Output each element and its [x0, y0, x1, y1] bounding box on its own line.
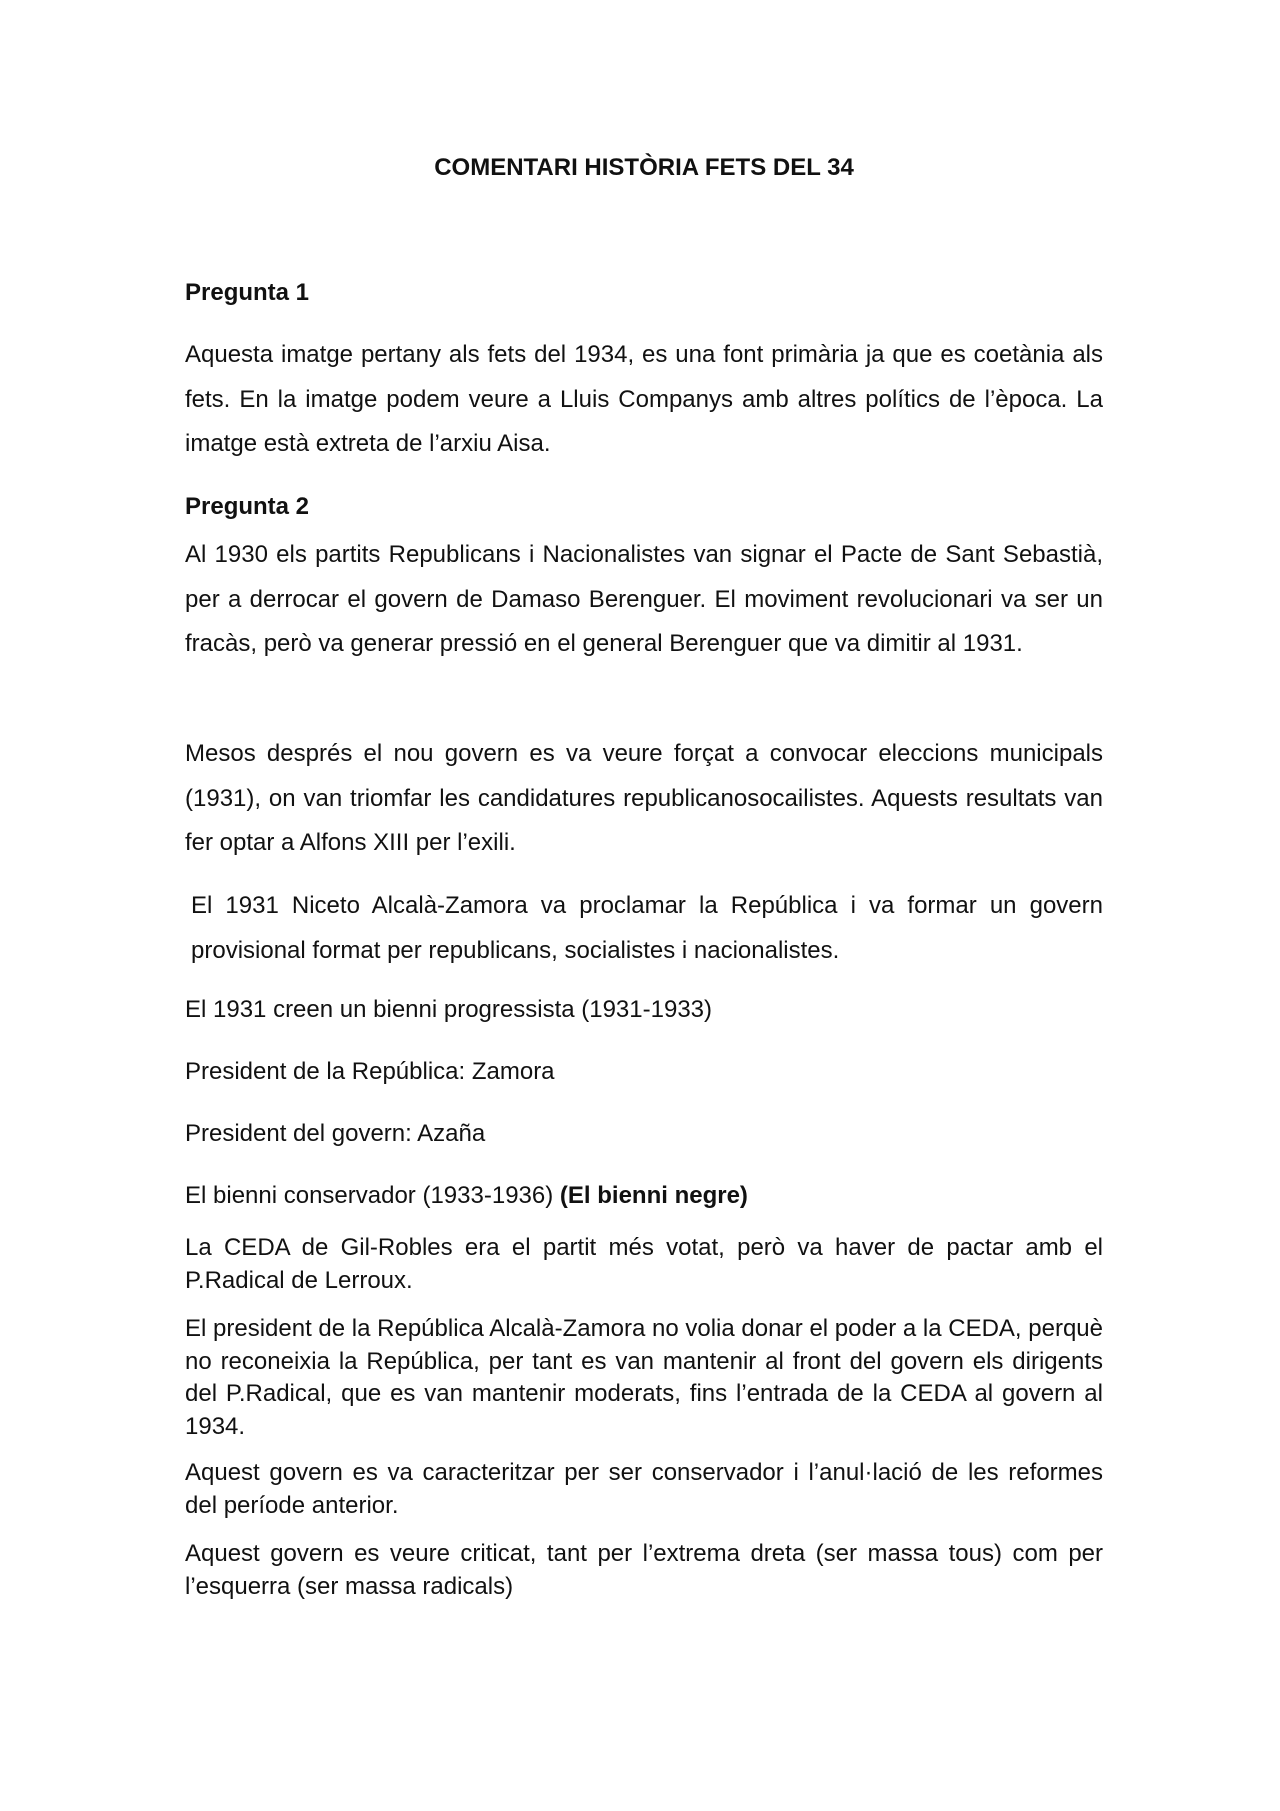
question-2-paragraph-4: La CEDA de Gil-Robles era el partit més votat, però va haver de pactar amb el P.Radical de Lerroux.	[185, 1234, 1103, 1294]
question-1-heading: Pregunta 1	[185, 279, 310, 306]
question-1-paragraph: Aquesta imatge pertany als fets del 1934, es una font primària ja que es coetània als fets. En la imatge podem veure a Lluis Companys amb altres polítics de l’època. La imatge està extreta de l’arxiu Aisa.	[185, 341, 1103, 457]
question-2-paragraph-5: El president de la República Alcalà-Zamora no volia donar el poder a la CEDA, perquè no reconeixia la República, per tant es van mantenir al front del govern els dirigents del P.Radical, que es van mantenir moderats, fins l’entrada de la CEDA al govern al 1934.	[185, 1315, 1103, 1440]
question-2-paragraph-6: Aquest govern es va caracteritzar per ser conservador i l’anul·lació de les reformes del període anterior.	[185, 1459, 1103, 1519]
bienni-progressista-line: El 1931 creen un bienni progressista (1931-1933)	[185, 996, 713, 1023]
question-2-paragraph-2: Mesos després el nou govern es va veure forçat a convocar eleccions municipals (1931), on van triomfar les candidatures republicanosocailistes. Aquests resultats van fer optar a Alfons XIII per l’exili.	[185, 740, 1103, 856]
bienni-conservador-line	[185, 1181, 1103, 1211]
question-2-paragraph-1: Al 1930 els partits Republicans i Nacionalistes van signar el Pacte de Sant Sebastià, per a derrocar el govern de Damaso Berenguer. El moviment revolucionari va ser un fracàs, però va generar pressió en el general Berenguer que va dimitir al 1931.	[185, 541, 1103, 657]
president-republica-line: President de la República: Zamora	[185, 1058, 555, 1085]
question-2-paragraph-7: Aquest govern es veure criticat, tant per l’extrema dreta (ser massa tous) com per l’esquerra (ser massa radicals)	[185, 1540, 1103, 1600]
question-2-paragraph-3: El 1931 Niceto Alcalà-Zamora va proclamar la República i va formar un govern provisional format per republicans, socialistes i nacionalistes.	[191, 892, 1103, 964]
document-title: COMENTARI HISTÒRIA FETS DEL 34	[434, 154, 854, 181]
bienni-negre-bold: (El bienni negre)	[559, 1182, 748, 1209]
question-2-heading: Pregunta 2	[185, 493, 310, 520]
president-govern-line: President del govern: Azaña	[185, 1120, 486, 1147]
bienni-conservador-text: El bienni conservador (1933-1936)	[185, 1182, 554, 1209]
